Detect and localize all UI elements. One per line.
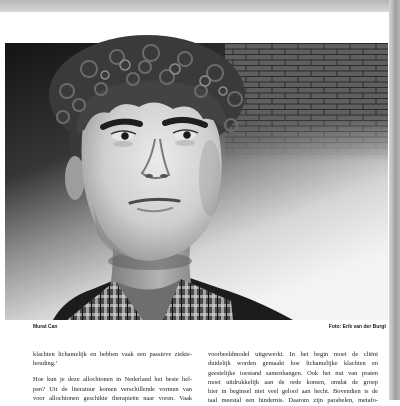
article-line: klachten lichamelijk en hebben vaak een passieve ziekte- <box>33 351 192 358</box>
article-line: moet uitdrukkelijk aan de orde komen, omdat de groep <box>208 378 378 386</box>
article-line: voorbeeldmodel uitgewerkt. In het begin moet de cliënt <box>208 351 378 358</box>
article-column-left <box>33 350 192 403</box>
article-column-right <box>208 350 378 405</box>
page-top-margin <box>0 0 400 12</box>
article-line: voor allochtonen geschikte therapieën naar voren. Vaak <box>33 395 192 403</box>
cheek-shadow <box>199 140 221 216</box>
article-line: houding.’ <box>33 360 58 368</box>
article-line: pen? Uit de literatuur komen verschillende vormen van <box>33 385 192 393</box>
article-line: geestelijke toestand samenhangen. Ook het nut van praten <box>208 369 378 377</box>
article-paragraph <box>33 350 192 369</box>
article-line: duidelijk worden gemaakt hoe lichamelijke klachten en <box>208 360 378 368</box>
page-edge-shadow <box>389 0 400 400</box>
article-line: Hoe kun je deze allochtonen in Nederland het beste hel- <box>33 376 192 384</box>
photo-caption-name: Murat Can <box>33 324 58 330</box>
article-line: taal meestal een hindernis. Daarom zijn parabelen, metafo- <box>208 397 378 405</box>
photo-credit: Foto: Erik van der Burgt <box>328 324 386 330</box>
article-line: hier in beginsel niet veel geloof aan hecht. Bovendien is de <box>208 388 378 396</box>
brick-wall <box>225 43 388 161</box>
article-paragraph <box>33 375 192 403</box>
portrait-photo <box>5 43 388 320</box>
